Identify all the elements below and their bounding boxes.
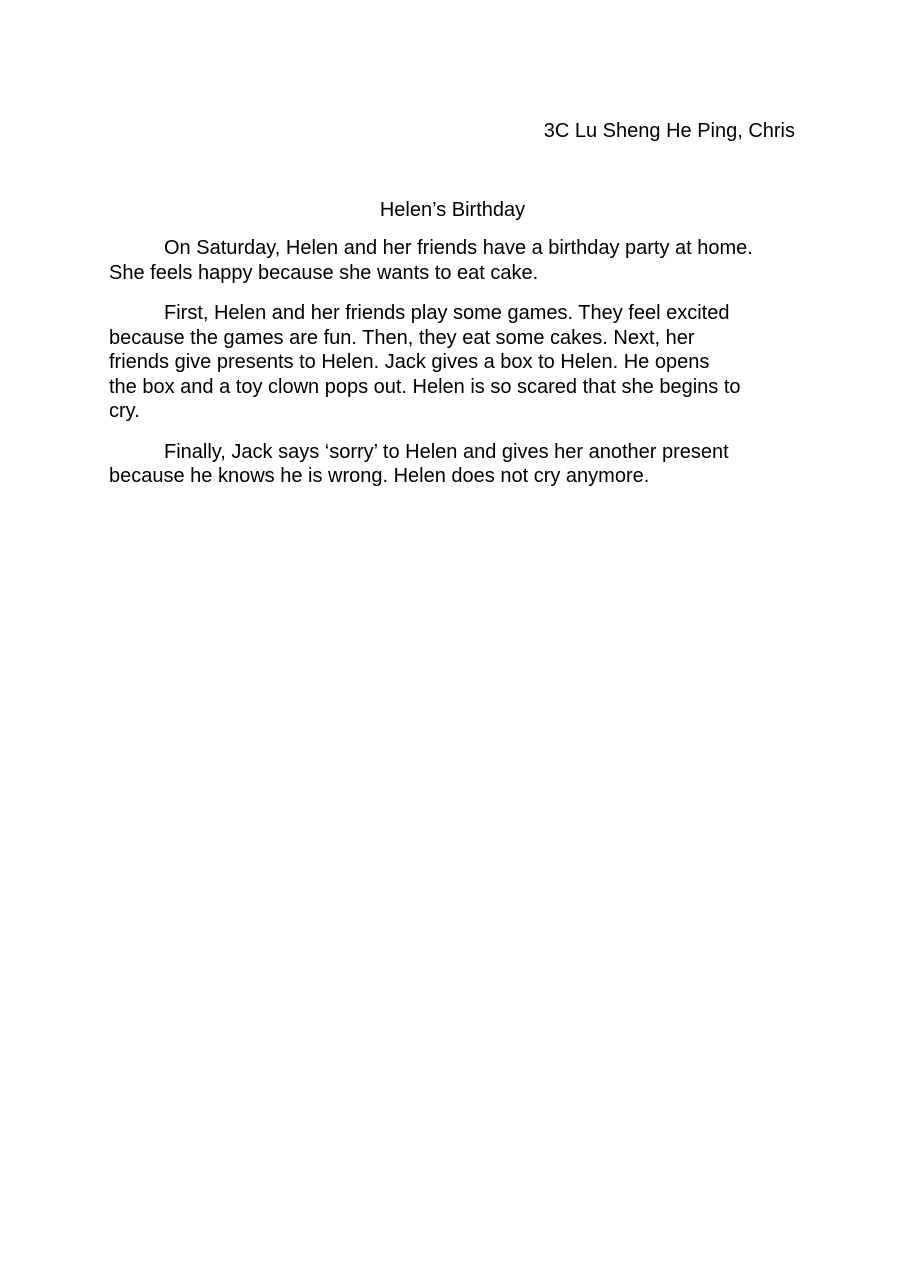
paragraph-3: Finally, Jack says ‘sorry’ to Helen and gives her another present because he knows he is wrong. Helen does not cry anymore. xyxy=(109,440,729,487)
paragraph-2: First, Helen and her friends play some games. They feel excited because the games are fun. Then, they eat some cakes. Next, her friends give presents to Helen. Jack gives a box to Helen. He opens the box and a toy clown pops out. Helen is so scared that she begins to cry. xyxy=(109,302,741,422)
paragraph-1: On Saturday, Helen and her friends have a birthday party at home. She feels happy because she wants to eat cake. xyxy=(109,237,753,284)
document-body xyxy=(109,236,799,505)
author-line: 3C Lu Sheng He Ping, Chris xyxy=(543,120,795,142)
document-title: Helen’s Birthday xyxy=(379,199,526,221)
